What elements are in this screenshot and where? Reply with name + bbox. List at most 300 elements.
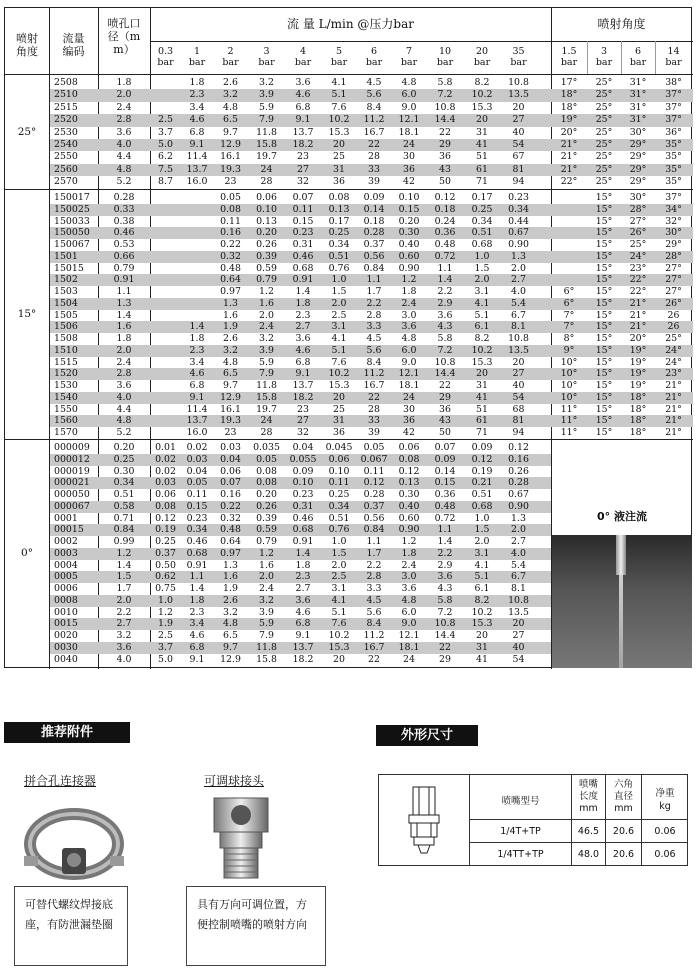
cell-spray-angle: 26° xyxy=(665,297,682,309)
cell-flow-rate: 0.26 xyxy=(256,239,277,250)
table-row xyxy=(50,345,693,357)
cell-flow-rate: 0.62 xyxy=(155,571,176,583)
cell-flow-rate: 1.5 xyxy=(331,286,347,297)
cell-flow-rate: 0.06 xyxy=(256,192,277,203)
cell-flow-rate: 9.7 xyxy=(223,126,238,138)
table-row xyxy=(50,583,551,595)
cell-flow-rate: 0.90 xyxy=(508,500,529,512)
cell-flow-rate: 32 xyxy=(297,176,309,188)
pressure-header-value: 10 xyxy=(438,46,452,57)
cell-spray-angle: 15° xyxy=(595,297,613,309)
cell-flow-rate: 0.10 xyxy=(398,192,420,203)
cell-spray-angle: 15° xyxy=(595,262,613,274)
cell-flow-rate: 24 xyxy=(260,415,273,427)
cell-spray-angle: 34° xyxy=(665,203,682,215)
cell-orifice: 1.8 xyxy=(116,77,132,88)
cell-flow-rate: 1.2 xyxy=(158,606,173,618)
cell-flow-rate: 20 xyxy=(512,101,525,113)
cell-flow-rate: 0.035 xyxy=(253,442,280,453)
cell-flow-rate: 24 xyxy=(403,653,415,665)
angle-pressure-header-unit: bar xyxy=(560,57,578,68)
cell-spray-angle: 15° xyxy=(595,309,613,321)
cell-spray-angle: 18° xyxy=(560,101,578,113)
cell-flow-rate: 0.19 xyxy=(471,465,493,477)
pressure-header-value: 3 xyxy=(263,46,270,57)
cell-spray-angle: 21° xyxy=(665,403,682,415)
cell-spray-angle: 25° xyxy=(595,114,613,126)
cell-flow-rate: 40 xyxy=(512,380,525,391)
cell-flow-rate: 1.4 xyxy=(437,274,453,286)
cell-flow-rate: 7.9 xyxy=(259,368,274,380)
pressure-header-10 xyxy=(501,46,536,68)
cell-flow-rate: 1.9 xyxy=(223,321,238,333)
cell-spray-angle: 23° xyxy=(665,368,682,380)
dim-row-1-length: 46.5 xyxy=(577,826,600,837)
flow-rate-table xyxy=(4,7,692,668)
cell-spray-angle: 21° xyxy=(665,380,682,391)
cell-spray-angle: 19° xyxy=(629,368,647,380)
cell-spray-angle: 15° xyxy=(595,239,613,250)
cell-flow-rate: 0.07 xyxy=(292,192,314,203)
cell-orifice: 1.7 xyxy=(116,583,132,594)
cell-spray-angle: 15° xyxy=(595,380,613,391)
cell-flow-rate: 0.90 xyxy=(508,239,529,250)
cell-flow-rate: 0.46 xyxy=(292,250,314,262)
cell-flow-rate: 10.2 xyxy=(328,368,350,380)
cell-spray-angle: 6° xyxy=(563,297,575,309)
cell-flow-rate: 51 xyxy=(476,151,488,163)
cell-spray-angle: 10° xyxy=(560,368,578,380)
cell-flow-rate: 7.9 xyxy=(259,114,274,126)
cell-flow-code: 15015 xyxy=(54,262,84,274)
cell-flow-rate: 0.68 xyxy=(186,547,208,559)
stream-photo xyxy=(552,535,692,668)
cell-flow-rate: 14.4 xyxy=(434,630,456,641)
cell-orifice: 0.99 xyxy=(113,536,135,547)
table-row xyxy=(50,607,551,619)
cell-flow-code: 0008 xyxy=(54,594,78,606)
cell-spray-angle: 37° xyxy=(665,192,682,203)
cell-flow-rate: 51 xyxy=(476,403,488,415)
table-row xyxy=(50,251,693,263)
cell-flow-rate: 0.51 xyxy=(328,250,350,262)
cell-flow-rate: 0.79 xyxy=(256,536,277,547)
cell-flow-rate: 2.2 xyxy=(366,559,382,571)
cell-flow-rate: 15.3 xyxy=(328,641,350,653)
angle-pressure-header-value: 3 xyxy=(600,46,608,57)
cell-flow-rate: 2.3 xyxy=(189,606,205,618)
cell-flow-rate: 42 xyxy=(403,176,415,188)
cell-flow-rate: 5.9 xyxy=(259,618,274,630)
cell-flow-rate: 27 xyxy=(512,114,525,126)
cell-flow-code: 1570 xyxy=(54,427,78,438)
cell-flow-rate: 0.40 xyxy=(398,239,420,250)
cell-flow-rate: 19.3 xyxy=(220,163,241,175)
cell-flow-rate: 0.37 xyxy=(363,239,385,250)
pressure-header-value: 0.3 xyxy=(157,46,174,57)
cell-orifice: 3.2 xyxy=(116,630,132,641)
cell-flow-rate: 0.22 xyxy=(220,500,241,512)
cell-flow-rate: 39 xyxy=(368,176,380,188)
cell-flow-rate: 7.9 xyxy=(259,630,274,641)
cell-flow-rate: 2.0 xyxy=(474,274,490,286)
table-row xyxy=(50,524,551,536)
cell-flow-rate: 3.3 xyxy=(366,583,382,594)
cell-flow-code: 000050 xyxy=(54,489,90,500)
cell-spray-angle: 21° xyxy=(560,151,578,163)
cell-flow-rate: 8.7 xyxy=(158,176,173,188)
cell-flow-rate: 4.3 xyxy=(437,321,453,333)
cell-flow-rate: 16.7 xyxy=(363,641,385,653)
cell-flow-rate: 29 xyxy=(439,653,451,665)
cell-orifice: 2.0 xyxy=(116,594,132,606)
cell-flow-rate: 2.0 xyxy=(259,571,274,583)
cell-flow-code: 150067 xyxy=(54,239,90,250)
cell-flow-rate: 0.56 xyxy=(363,512,385,524)
cell-flow-rate: 2.5 xyxy=(158,114,173,126)
cell-orifice: 0.30 xyxy=(113,465,135,477)
cell-flow-rate: 0.18 xyxy=(363,215,385,227)
cell-flow-rate: 1.2 xyxy=(401,274,417,286)
cell-flow-rate: 3.1 xyxy=(331,321,347,333)
cell-flow-rate: 8.4 xyxy=(366,618,382,630)
cell-flow-rate: 5.4 xyxy=(511,297,526,309)
cell-flow-rate: 12.9 xyxy=(220,139,241,150)
cell-flow-rate: 0.79 xyxy=(256,274,277,286)
cell-flow-rate: 1.8 xyxy=(401,286,417,297)
cell-flow-rate: 0.68 xyxy=(292,524,314,536)
cell-flow-code: 2530 xyxy=(54,126,78,138)
cell-flow-code: 1501 xyxy=(54,250,78,262)
cell-spray-angle: 38° xyxy=(665,77,682,88)
cell-orifice: 2.8 xyxy=(116,368,132,380)
cell-spray-angle: 6° xyxy=(563,286,575,297)
cell-flow-rate: 8.2 xyxy=(474,594,490,606)
cell-flow-rate: 2.4 xyxy=(259,583,274,594)
cell-spray-angle: 15° xyxy=(595,227,613,239)
cell-flow-rate: 71 xyxy=(476,427,488,438)
cell-flow-rate: 11.2 xyxy=(363,630,385,641)
table-row xyxy=(50,368,693,380)
cell-flow-rate: 4.5 xyxy=(366,594,382,606)
cell-flow-rate: 0.15 xyxy=(186,500,208,512)
header-flow-title xyxy=(150,18,551,31)
cell-flow-code: 2570 xyxy=(54,176,78,188)
cell-flow-rate: 0.51 xyxy=(471,227,493,239)
cell-flow-rate: 5.8 xyxy=(437,333,453,344)
cell-flow-rate: 22 xyxy=(439,126,451,138)
group-angle-label: 15° xyxy=(17,308,37,321)
cell-spray-angle: 21° xyxy=(665,427,682,438)
cell-flow-rate: 5.9 xyxy=(259,101,274,113)
cell-spray-angle: 29° xyxy=(629,151,647,163)
cell-flow-rate: 71 xyxy=(476,176,488,188)
cell-flow-rate: 23 xyxy=(297,403,309,415)
cell-spray-angle: 9° xyxy=(563,344,575,356)
cell-flow-rate: 10.8 xyxy=(434,618,456,630)
cell-orifice: 0.25 xyxy=(113,453,135,465)
table-row xyxy=(50,274,693,286)
table-row xyxy=(50,489,551,501)
cell-orifice: 0.66 xyxy=(113,250,135,262)
cell-flow-code: 150050 xyxy=(54,227,90,239)
cell-flow-rate: 1.4 xyxy=(189,321,205,333)
cell-flow-rate: 15.8 xyxy=(256,391,277,403)
cell-flow-code: 1506 xyxy=(54,321,78,333)
cell-flow-rate: 0.51 xyxy=(471,489,493,500)
cell-flow-rate: 4.1 xyxy=(331,594,347,606)
cell-flow-rate: 13.7 xyxy=(292,126,314,138)
cell-flow-rate: 0.06 xyxy=(398,442,420,453)
cell-spray-angle: 7° xyxy=(563,309,575,321)
cell-flow-rate: 4.8 xyxy=(223,356,238,368)
cell-flow-rate: 0.68 xyxy=(471,500,493,512)
cell-spray-angle: 15° xyxy=(595,415,613,427)
cell-flow-code: 0015 xyxy=(54,618,78,630)
cell-flow-rate: 0.02 xyxy=(155,453,176,465)
cell-orifice: 0.34 xyxy=(113,477,135,489)
cell-flow-rate: 39 xyxy=(368,427,380,438)
cell-flow-rate: 2.2 xyxy=(366,297,382,309)
cell-spray-angle: 7° xyxy=(563,321,575,333)
cell-flow-rate: 3.6 xyxy=(295,333,311,344)
cell-flow-code: 0006 xyxy=(54,583,78,594)
pressure-header-unit: bar xyxy=(510,57,527,68)
cell-flow-rate: 0.75 xyxy=(155,583,176,594)
cell-flow-rate: 0.23 xyxy=(292,227,314,239)
cell-orifice: 4.4 xyxy=(116,151,132,163)
cell-flow-rate: 3.2 xyxy=(223,344,238,356)
cell-flow-rate: 20 xyxy=(512,356,525,368)
cell-spray-angle: 27° xyxy=(665,286,682,297)
cell-flow-rate: 7.2 xyxy=(437,89,453,101)
cell-spray-angle: 21° xyxy=(665,415,682,427)
table-row xyxy=(50,298,693,310)
cell-flow-rate: 0.26 xyxy=(508,465,529,477)
cell-flow-rate: 0.76 xyxy=(328,262,350,274)
cell-spray-angle: 29° xyxy=(665,239,682,250)
cell-flow-rate: 0.11 xyxy=(328,477,350,489)
cell-flow-rate: 0.08 xyxy=(256,465,277,477)
cell-flow-rate: 0.08 xyxy=(256,477,277,489)
dim-header-weight xyxy=(642,787,688,813)
cell-flow-rate: 1.0 xyxy=(474,512,490,524)
cell-spray-angle: 15° xyxy=(595,321,613,333)
cell-flow-rate: 28 xyxy=(368,151,380,163)
cell-spray-angle: 26 xyxy=(667,321,680,333)
cell-spray-angle: 26° xyxy=(629,227,647,239)
cell-flow-rate: 1.0 xyxy=(331,274,347,286)
cell-flow-rate: 5.1 xyxy=(474,309,490,321)
cell-flow-rate: 3.9 xyxy=(259,606,274,618)
cell-flow-rate: 54 xyxy=(512,391,525,403)
cell-flow-rate: 9.1 xyxy=(295,368,311,380)
pressure-header-value: 7 xyxy=(405,46,413,57)
pressure-header-7 xyxy=(391,46,427,68)
cell-flow-rate: 0.25 xyxy=(328,489,350,500)
cell-spray-angle: 29° xyxy=(629,139,647,150)
cell-flow-rate: 13.7 xyxy=(292,380,314,391)
cell-flow-rate: 0.34 xyxy=(328,500,350,512)
cell-orifice: 1.2 xyxy=(116,547,132,559)
cell-flow-rate: 0.37 xyxy=(155,547,176,559)
cell-flow-code: 1508 xyxy=(54,333,78,344)
dim-header-weight-unit: kg xyxy=(659,801,671,812)
cell-flow-rate: 15.3 xyxy=(328,126,350,138)
cell-flow-code: 0010 xyxy=(54,606,78,618)
cell-flow-rate: 6.8 xyxy=(189,380,205,391)
dim-header-model: 喷嘴型号 xyxy=(501,796,540,807)
cell-flow-rate: 0.97 xyxy=(220,547,241,559)
cell-flow-rate: 2.6 xyxy=(223,333,238,344)
cell-flow-rate: 19.3 xyxy=(220,415,241,427)
pressure-header-value: 1 xyxy=(193,46,201,57)
cell-flow-rate: 0.64 xyxy=(220,274,241,286)
cell-flow-code: 2560 xyxy=(54,163,78,175)
nozzle-outline-drawing xyxy=(399,785,449,857)
cell-flow-rate: 10.8 xyxy=(508,594,529,606)
cell-flow-rate: 1.0 xyxy=(331,536,347,547)
cell-flow-code: 2508 xyxy=(54,77,78,88)
cell-flow-rate: 0.32 xyxy=(220,512,241,524)
cell-spray-angle: 29° xyxy=(629,176,647,188)
cell-spray-angle: 15° xyxy=(595,356,613,368)
cell-flow-code: 1520 xyxy=(54,368,78,380)
cell-flow-rate: 0.48 xyxy=(220,262,241,274)
cell-flow-rate: 5.6 xyxy=(366,606,382,618)
cell-flow-rate: 13.7 xyxy=(186,415,208,427)
cell-flow-rate: 16.0 xyxy=(186,427,208,438)
cell-spray-angle: 27° xyxy=(665,262,682,274)
cell-flow-rate: 0.20 xyxy=(398,215,420,227)
cell-flow-rate: 5.0 xyxy=(158,139,173,150)
cell-flow-code: 1503 xyxy=(54,286,78,297)
cell-spray-angle: 22° xyxy=(560,176,578,188)
cell-flow-rate: 18.1 xyxy=(398,126,420,138)
cell-flow-rate: 22 xyxy=(439,380,451,391)
cell-spray-angle: 18° xyxy=(560,89,578,101)
cell-flow-rate: 0.25 xyxy=(471,203,493,215)
cell-flow-rate: 3.1 xyxy=(331,583,347,594)
pressure-header-value: 5 xyxy=(335,46,343,57)
cell-spray-angle: 35° xyxy=(665,163,682,175)
table-row xyxy=(50,442,551,454)
table-row xyxy=(50,263,693,275)
cell-flow-rate: 0.11 xyxy=(220,215,241,227)
cell-flow-rate: 4.8 xyxy=(223,618,238,630)
pressure-header-unit: bar xyxy=(365,57,383,68)
pressure-header-unit: bar xyxy=(473,57,491,68)
cell-flow-rate: 3.6 xyxy=(437,309,453,321)
cell-orifice: 0.28 xyxy=(113,192,135,203)
cell-flow-rate: 0.10 xyxy=(328,465,350,477)
pressure-header-value: 4 xyxy=(299,46,307,57)
cell-flow-rate: 10.8 xyxy=(434,101,456,113)
cell-flow-rate: 4.6 xyxy=(189,114,205,126)
cell-orifice: 0.84 xyxy=(113,524,135,536)
cell-flow-rate: 0.37 xyxy=(363,500,385,512)
cell-flow-rate: 0.59 xyxy=(256,524,277,536)
cell-flow-rate: 8.2 xyxy=(474,77,490,88)
cell-flow-rate: 4.8 xyxy=(401,594,417,606)
cell-flow-rate: 16.1 xyxy=(220,403,241,415)
cell-flow-rate: 0.10 xyxy=(292,477,314,489)
cell-flow-rate: 1.8 xyxy=(189,333,205,344)
cell-flow-rate: 27 xyxy=(297,163,309,175)
cell-flow-rate: 7.5 xyxy=(158,163,173,175)
cell-spray-angle: 31° xyxy=(629,77,647,88)
cell-flow-rate: 9.1 xyxy=(189,391,205,403)
cell-flow-rate: 4.8 xyxy=(401,333,417,344)
cell-flow-rate: 0.67 xyxy=(508,227,529,239)
cell-flow-rate: 0.19 xyxy=(155,524,176,536)
cell-spray-angle: 23° xyxy=(629,262,647,274)
cell-flow-rate: 1.6 xyxy=(223,571,238,583)
cell-flow-rate: 19.7 xyxy=(256,151,277,163)
cell-flow-rate: 0.16 xyxy=(220,227,241,239)
cell-orifice: 0.58 xyxy=(113,500,135,512)
cell-flow-rate: 3.0 xyxy=(401,309,417,321)
cell-flow-rate: 43 xyxy=(439,415,451,427)
cell-flow-rate: 12.9 xyxy=(220,391,241,403)
cell-flow-rate: 3.6 xyxy=(401,321,417,333)
cell-flow-rate: 23 xyxy=(224,427,237,438)
cell-flow-rate: 5.4 xyxy=(511,559,526,571)
cell-flow-rate: 0.03 xyxy=(220,442,241,453)
cell-flow-rate: 27 xyxy=(512,368,525,380)
cell-spray-angle: 21° xyxy=(629,309,647,321)
pressure-header-unit: bar xyxy=(157,57,174,68)
cell-flow-rate: 4.8 xyxy=(401,77,417,88)
cell-flow-rate: 15.8 xyxy=(256,653,277,665)
cell-flow-rate: 0.12 xyxy=(155,512,176,524)
pressure-header-8 xyxy=(427,46,463,68)
cell-flow-rate: 6.8 xyxy=(189,126,205,138)
accessory-desc-split-connector: 可替代螺纹焊接底座，有防泄漏垫圈 xyxy=(14,886,128,966)
cell-flow-rate: 0.05 xyxy=(220,192,241,203)
pressure-header-0 xyxy=(150,46,181,68)
cell-flow-rate: 16.0 xyxy=(186,176,208,188)
cell-spray-angle: 20° xyxy=(629,333,647,344)
cell-flow-rate: 0.46 xyxy=(292,512,314,524)
table-row xyxy=(50,321,693,333)
table-row xyxy=(50,642,551,654)
angle-pressure-header-unit: bar xyxy=(629,57,647,68)
cell-flow-rate: 2.5 xyxy=(158,630,173,641)
cell-orifice: 0.71 xyxy=(113,512,135,524)
cell-flow-rate: 0.67 xyxy=(508,489,529,500)
cell-orifice: 4.0 xyxy=(116,391,132,403)
cell-flow-rate: 9.0 xyxy=(401,356,417,368)
cell-flow-rate: 13.7 xyxy=(292,641,314,653)
dim-row-2-model: 1/4TT+TP xyxy=(497,849,544,860)
dim-header-length-text: 喷嘴长度 xyxy=(578,779,598,802)
cell-flow-rate: 6.8 xyxy=(295,618,311,630)
cell-flow-rate: 2.8 xyxy=(366,571,382,583)
cell-spray-angle: 15° xyxy=(595,286,613,297)
cell-flow-rate: 3.6 xyxy=(401,583,417,594)
cell-flow-rate: 5.6 xyxy=(366,89,382,101)
cell-flow-rate: 54 xyxy=(512,139,525,150)
cell-flow-rate: 0.08 xyxy=(328,192,350,203)
dim-row-2-weight: 0.06 xyxy=(654,849,676,860)
angle-pressure-header-value: 6 xyxy=(634,46,642,57)
cell-orifice: 5.2 xyxy=(116,176,132,188)
cell-flow-code: 0030 xyxy=(54,641,78,653)
cell-flow-rate: 3.0 xyxy=(401,571,417,583)
cell-flow-rate: 1.3 xyxy=(511,512,526,524)
header-spray-angle xyxy=(5,32,49,58)
